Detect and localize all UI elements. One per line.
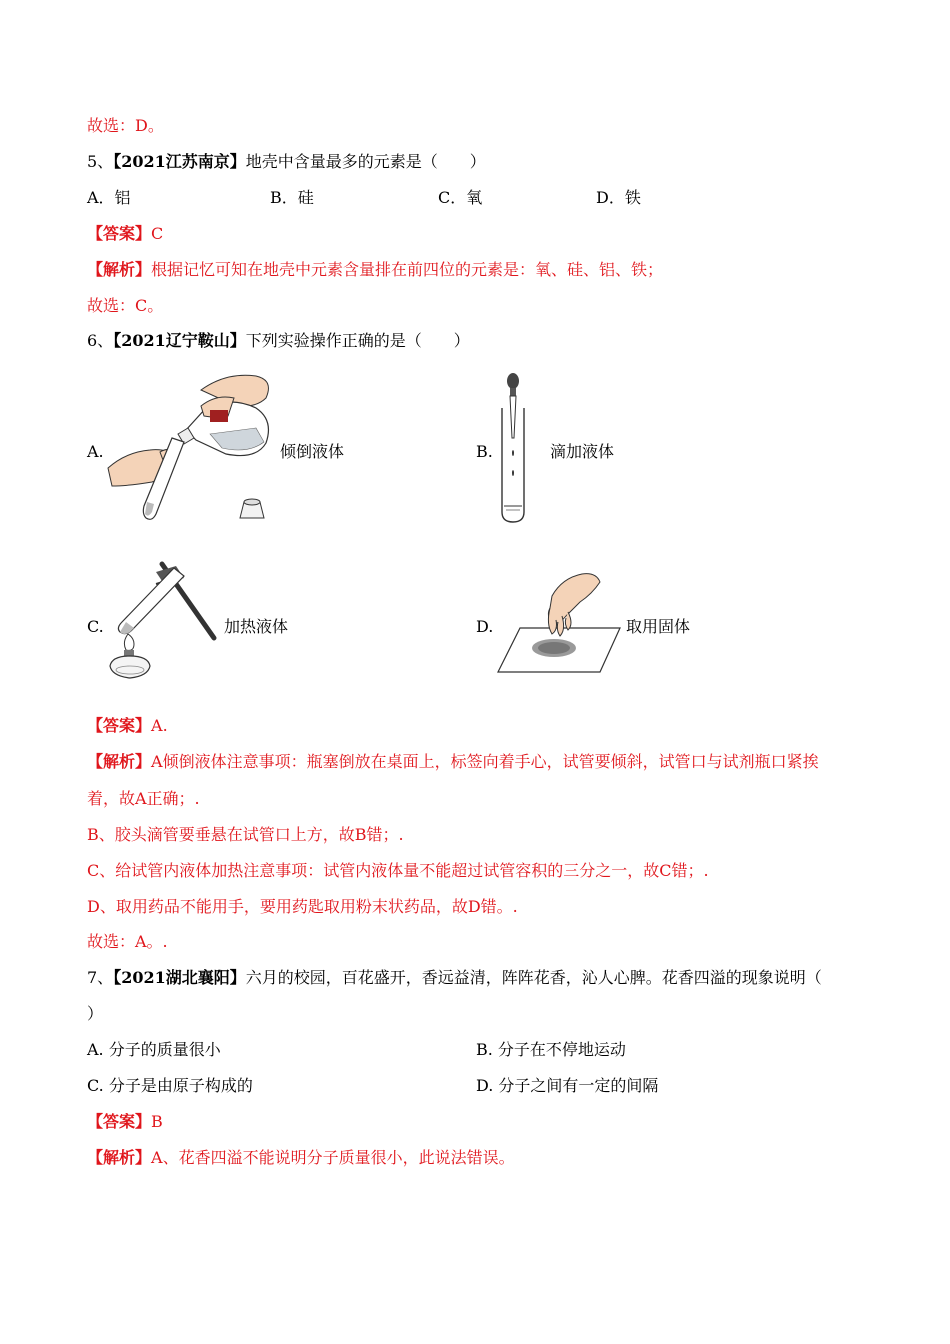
- q7-stem: 六月的校园，百花盛开，香远益清，阵阵花香，沁人心脾。花香四溢的现象说明（: [245, 968, 822, 987]
- q6-analysis-3: B、胶头滴管要垂悬在试管口上方，故B错；.: [87, 825, 404, 844]
- q5-analysis: 根据记忆可知在地壳中元素含量排在前四位的元素是：氧、硅、铝、铁；: [151, 260, 664, 279]
- q5-option-d: D．铁: [596, 188, 641, 207]
- heating-liquid-figure: [104, 556, 224, 682]
- q4-conclusion: 故选：D。: [87, 116, 164, 135]
- q5-option-c: C．氧: [438, 188, 483, 207]
- q6-figure-b-letter: B.: [476, 442, 493, 461]
- q6-figure-c-letter: C.: [87, 617, 104, 636]
- q7-option-a: A. 分子的质量很小: [87, 1040, 221, 1059]
- q7-option-b: B. 分子在不停地运动: [476, 1040, 626, 1059]
- q6-figure-a-letter: A.: [87, 442, 104, 461]
- q6-analysis-4: C、给试管内液体加热注意事项：试管内液体量不能超过试管容积的三分之一，故C错；.: [87, 861, 709, 880]
- q5-stem: 地壳中含量最多的元素是（ ）: [245, 152, 486, 171]
- q6-source: 【2021辽宁鞍山】: [113, 331, 246, 350]
- q7-analysis-line: [87, 1148, 515, 1168]
- q5-analysis-tag: 【解析】: [87, 260, 152, 279]
- q5-stem-line: [87, 152, 486, 172]
- q6-number: 6、: [87, 331, 114, 350]
- q7-stem-line: [87, 968, 822, 988]
- q5-number: 5、: [87, 152, 114, 171]
- q6-figure-a-caption: 倾倒液体: [280, 442, 345, 461]
- q5-option-a: A．铝: [87, 188, 131, 207]
- q7-answer: B: [151, 1112, 163, 1131]
- q6-stem: 下列实验操作正确的是: [245, 331, 406, 350]
- q7-answer-line: [87, 1112, 163, 1132]
- q6-stem-tail: （ ）: [405, 331, 470, 350]
- q6-figure-d-letter: D.: [476, 617, 494, 636]
- q6-analysis-2: 着，故A正确；.: [87, 789, 200, 808]
- q5-analysis-line: [87, 260, 663, 280]
- q5-option-b: B．硅: [270, 188, 314, 207]
- q6-answer: A.: [151, 716, 168, 735]
- q6-figure-c-caption: 加热液体: [224, 617, 289, 636]
- q6-answer-tag: 【答案】: [87, 716, 152, 735]
- q6-stem-line: [87, 331, 470, 351]
- q6-analysis-5: D、取用药品不能用手，要用药匙取用粉末状药品，故D错。.: [87, 897, 518, 916]
- q5-answer-tag: 【答案】: [87, 224, 152, 243]
- q6-answer-line: [87, 716, 168, 736]
- q5-conclusion: 故选：C。: [87, 296, 164, 315]
- q7-analysis-tag: 【解析】: [87, 1148, 152, 1167]
- q5-answer: C: [151, 224, 164, 243]
- q7-answer-tag: 【答案】: [87, 1112, 152, 1131]
- q7-source: 【2021湖北襄阳】: [113, 968, 246, 987]
- q5-answer-line: [87, 224, 163, 244]
- dropper-figure: [496, 372, 532, 524]
- q7-stem-tail: ）: [87, 1004, 104, 1023]
- q7-option-c: C. 分子是由原子构成的: [87, 1076, 253, 1095]
- taking-solid-figure: [496, 568, 626, 674]
- q5-source: 【2021江苏南京】: [113, 152, 246, 171]
- q7-option-d: D. 分子之间有一定的间隔: [476, 1076, 659, 1095]
- q6-analysis-line-1: [87, 752, 819, 772]
- pouring-liquid-figure: [106, 368, 286, 528]
- q6-figure-b-caption: 滴加液体: [550, 442, 615, 461]
- q6-conclusion: 故选：A。.: [87, 932, 168, 951]
- q7-analysis: A、花香四溢不能说明分子质量很小，此说法错误。: [151, 1148, 515, 1167]
- q7-number: 7、: [87, 968, 114, 987]
- q6-analysis-1: A倾倒液体注意事项：瓶塞倒放在桌面上，标签向着手心，试管要倾斜，试管口与试剂瓶口紧挨: [151, 752, 819, 771]
- q6-figure-d-caption: 取用固体: [626, 617, 691, 636]
- q6-analysis-tag: 【解析】: [87, 752, 152, 771]
